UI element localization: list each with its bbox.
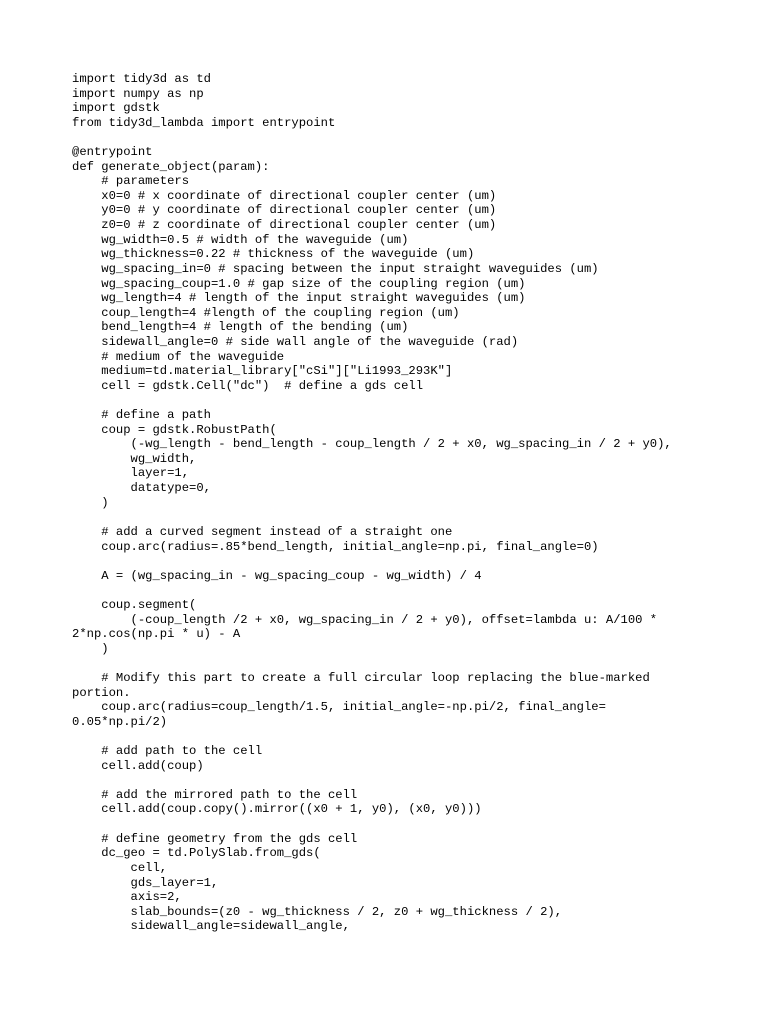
code-line: wg_width, — [72, 451, 197, 466]
code-line: coup_length=4 #length of the coupling region (um) — [72, 305, 460, 320]
code-line — [72, 656, 712, 671]
code-line: portion. — [72, 685, 131, 700]
code-line: (-wg_length - bend_length - coup_length / 2 + x0, wg_spacing_in / 2 + y0), — [72, 437, 672, 452]
code-line: wg_length=4 # length of the input straight waveguides (um) — [72, 291, 526, 306]
code-line: sidewall_angle=sidewall_angle, — [72, 919, 350, 934]
code-line — [72, 773, 712, 788]
code-line: ) — [72, 495, 109, 510]
code-line: y0=0 # y coordinate of directional coupler center (um) — [72, 203, 497, 218]
code-line: def generate_object(param): — [72, 159, 270, 174]
code-line: 0.05*np.pi/2) — [72, 714, 168, 729]
code-line — [72, 510, 712, 525]
code-line: import gdstk — [72, 101, 160, 116]
code-line: wg_width=0.5 # width of the waveguide (um) — [72, 232, 409, 247]
code-line: coup.arc(radius=.85*bend_length, initial_angle=np.pi, final_angle=0) — [72, 539, 599, 554]
code-line: wg_spacing_coup=1.0 # gap size of the coupling region (um) — [72, 276, 526, 291]
code-line: sidewall_angle=0 # side wall angle of the waveguide (rad) — [72, 334, 519, 349]
code-line: cell, — [72, 860, 168, 875]
code-line: A = (wg_spacing_in - wg_spacing_coup - wg_width) / 4 — [72, 568, 482, 583]
code-line: coup = gdstk.RobustPath( — [72, 422, 277, 437]
code-line: cell = gdstk.Cell("dc") # define a gds cell — [72, 378, 424, 393]
code-line — [72, 729, 712, 744]
code-line: wg_spacing_in=0 # spacing between the input straight waveguides (um) — [72, 261, 599, 276]
code-line: # define a path — [72, 408, 211, 423]
code-line: coup.arc(radius=coup_length/1.5, initial_angle=-np.pi/2, final_angle= — [72, 700, 606, 715]
code-line: # medium of the waveguide — [72, 349, 285, 364]
code-line — [72, 393, 712, 408]
code-line: slab_bounds=(z0 - wg_thickness / 2, z0 + wg_thickness / 2), — [72, 904, 563, 919]
code-line: dc_geo = td.PolySlab.from_gds( — [72, 846, 321, 861]
code-listing — [72, 72, 712, 934]
code-line: # add the mirrored path to the cell — [72, 787, 358, 802]
code-line: 2*np.cos(np.pi * u) - A — [72, 627, 241, 642]
code-line: import tidy3d as td — [72, 72, 211, 86]
code-line: coup.segment( — [72, 597, 197, 612]
code-line: z0=0 # z coordinate of directional coupler center (um) — [72, 218, 497, 233]
code-line: cell.add(coup.copy().mirror((x0 + 1, y0), (x0, y0))) — [72, 802, 482, 817]
code-line: cell.add(coup) — [72, 758, 204, 773]
code-line: # define geometry from the gds cell — [72, 831, 358, 846]
code-line — [72, 817, 712, 832]
code-line: bend_length=4 # length of the bending (um) — [72, 320, 409, 335]
code-line: import numpy as np — [72, 86, 204, 101]
code-line: axis=2, — [72, 890, 182, 905]
code-line: # add a curved segment instead of a straight one — [72, 524, 453, 539]
code-line — [72, 130, 712, 145]
code-line — [72, 554, 712, 569]
code-line — [72, 583, 712, 598]
code-line: medium=td.material_library["cSi"]["Li1993_293K"] — [72, 364, 453, 379]
code-line: from tidy3d_lambda import entrypoint — [72, 115, 336, 130]
code-line: @entrypoint — [72, 145, 153, 160]
code-line: # parameters — [72, 174, 190, 189]
code-line: wg_thickness=0.22 # thickness of the waveguide (um) — [72, 247, 475, 262]
code-line: gds_layer=1, — [72, 875, 219, 890]
code-line: layer=1, — [72, 466, 190, 481]
code-line: # add path to the cell — [72, 744, 263, 759]
code-line: # Modify this part to create a full circular loop replacing the blue-marked — [72, 670, 650, 685]
code-line: ) — [72, 641, 109, 656]
code-line: (-coup_length /2 + x0, wg_spacing_in / 2 + y0), offset=lambda u: A/100 * — [72, 612, 658, 627]
code-line: datatype=0, — [72, 481, 211, 496]
code-line: x0=0 # x coordinate of directional coupler center (um) — [72, 188, 497, 203]
